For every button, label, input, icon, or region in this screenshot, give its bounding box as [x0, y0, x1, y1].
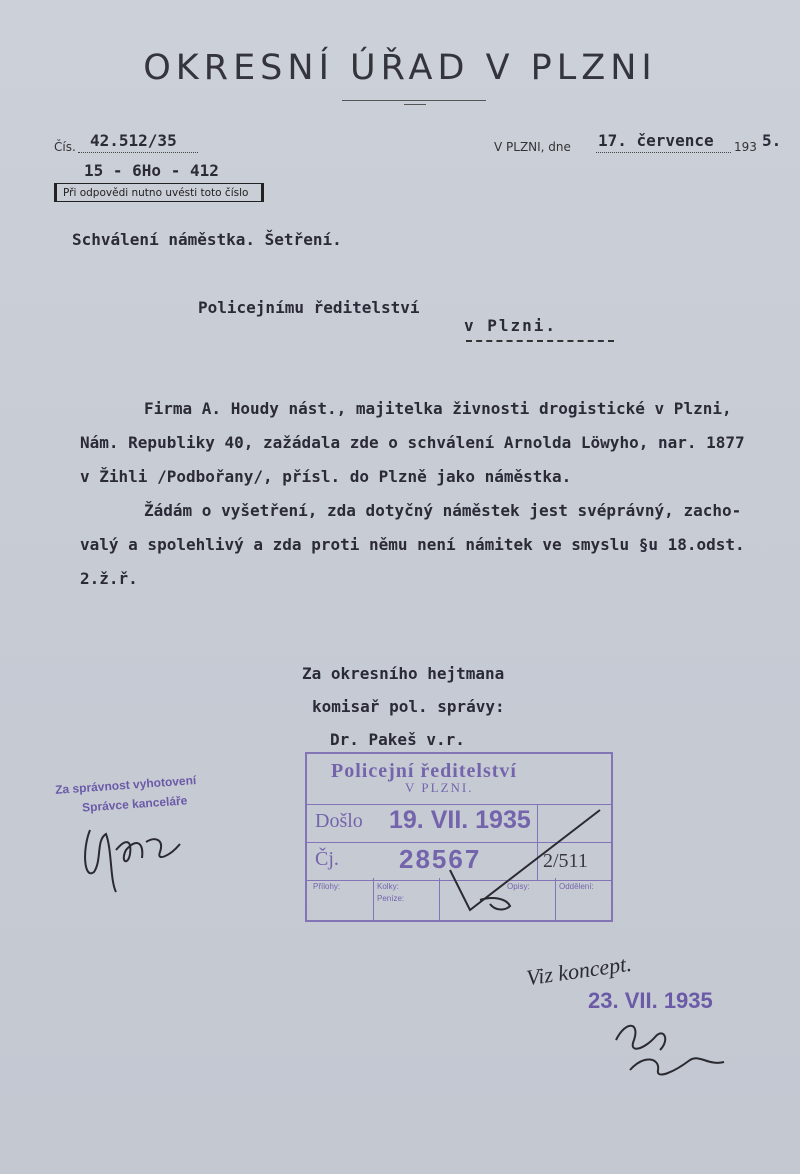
receipt-stamp-city: V PLZNI. — [405, 780, 474, 795]
receipt-received-label: Došlo — [315, 810, 363, 832]
body-line: Nám. Republiky 40, zažádala zde o schválení Arnolda Löwyho, nar. 1877 — [80, 433, 745, 452]
signatory-line-1: Za okresního hejtmana — [302, 664, 505, 683]
place-date-label: V PLZNI, dne — [494, 140, 571, 154]
recipient-city: v Plzni. — [464, 316, 558, 335]
body-line: Žádám o vyšetření, zda dotyčný náměstek jest svéprávný, zacho- — [144, 501, 742, 520]
letter-body — [80, 398, 790, 602]
handwritten-signature-left — [72, 810, 192, 900]
signatory-line-2: komisař pol. správy: — [312, 697, 505, 716]
receipt-stamps-label: Kolky: — [377, 882, 399, 891]
letterhead-divider — [342, 100, 486, 101]
correctness-stamp-line1: Za správnost vyhotovení — [54, 773, 197, 797]
receipt-attachments-label: Přílohy: — [313, 882, 341, 891]
body-line: 2.ž.ř. — [80, 569, 138, 588]
year-suffix: 5. — [762, 131, 782, 150]
recipient-city-underline — [466, 340, 614, 342]
receipt-stamp-office: Policejní ředitelství — [331, 760, 517, 782]
receipt-divider — [373, 878, 374, 922]
letterhead-divider-short — [404, 104, 426, 105]
signatory-name: Dr. Pakeš v.r. — [330, 730, 465, 749]
handwritten-checkmark — [440, 800, 620, 920]
archive-date-stamp: 23. VII. 1935 — [588, 988, 713, 1013]
receipt-number-handwritten: 2/511 — [543, 850, 588, 872]
year-prefix: 193 — [734, 140, 757, 154]
body-line: v Žihli /Podbořany/, přísl. do Plzně jako náměstka. — [80, 467, 572, 486]
handwritten-note: Viz koncept. — [524, 950, 634, 991]
receipt-number-label: Čj. — [315, 848, 339, 870]
receipt-copies-label: Opisy: — [507, 882, 530, 891]
date-value: 17. července — [598, 131, 714, 150]
handwritten-signature-right — [600, 1010, 740, 1090]
ref-number-label: Čís. — [54, 140, 76, 154]
receipt-number-value: 28567 — [399, 844, 482, 874]
date-dotline — [596, 152, 731, 153]
body-line: Firma A. Houdy nást., majitelka živnosti drogistické v Plzni, — [144, 399, 732, 418]
receipt-money-label: Peníze: — [377, 894, 405, 903]
body-line: valý a spolehlivý a zda proti němu není námitek ve smyslu §u 18.odst. — [80, 535, 745, 554]
subject-line: Schválení náměstka. Šetření. — [72, 230, 342, 249]
ref-number-value: 42.512/35 — [90, 131, 177, 150]
letterhead-title: OKRESNÍ ÚŘAD V PLZNI — [143, 48, 657, 88]
correctness-stamp-line2: Správce kanceláře — [81, 793, 188, 815]
receipt-department-label: Oddělení: — [559, 882, 594, 891]
recipient-name: Policejnímu ředitelství — [198, 298, 420, 317]
file-code: 15 - 6Ho - 412 — [84, 161, 219, 180]
reply-note-box: Při odpovědi nutno uvésti toto číslo — [54, 183, 264, 202]
ref-number-dotline — [78, 152, 198, 153]
receipt-received-date: 19. VII. 1935 — [389, 806, 531, 834]
